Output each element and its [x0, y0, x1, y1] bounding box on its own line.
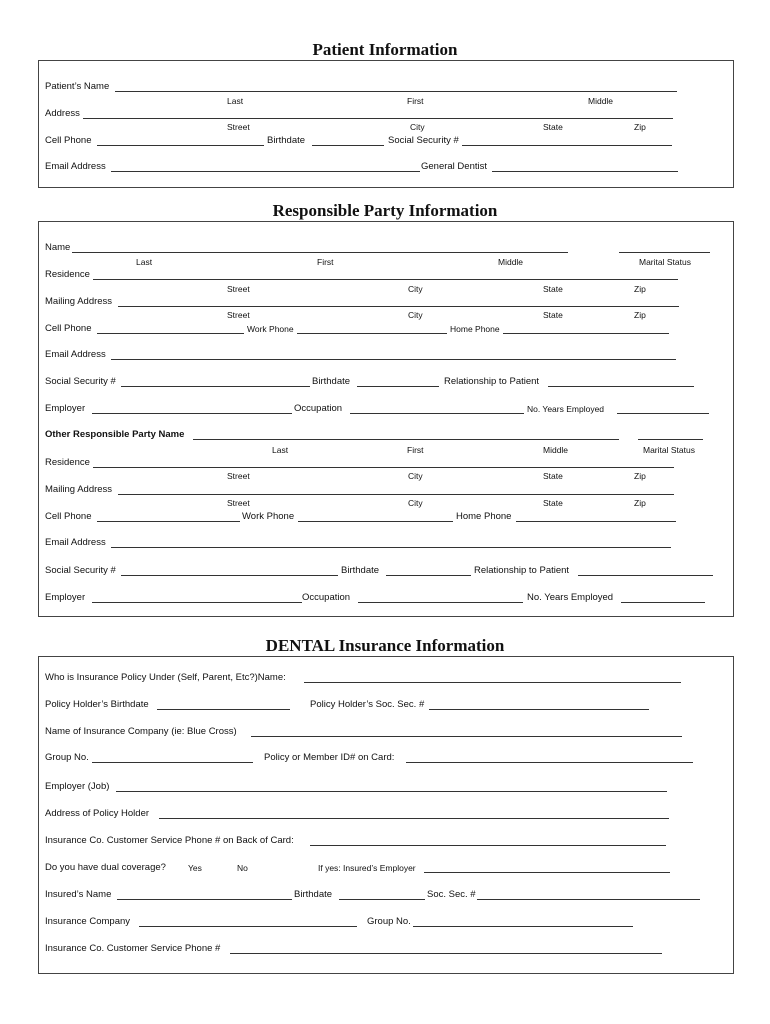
ins-cs-phone-field[interactable]	[230, 953, 662, 954]
resp-employer-field[interactable]	[92, 413, 292, 414]
resp-residence-label: Residence	[45, 269, 90, 280]
insured-birthdate-label: Birthdate	[294, 889, 333, 900]
other-employer-field[interactable]	[92, 602, 302, 603]
holder-address-field[interactable]	[159, 818, 669, 819]
holder-birthdate-field[interactable]	[157, 709, 290, 710]
ins-cs-phone-label: Insurance Co. Customer Service Phone #	[45, 943, 221, 954]
group-label: Group No.	[45, 752, 89, 763]
resp-ssn-field[interactable]	[121, 386, 310, 387]
patient-birthdate-label: Birthdate	[267, 135, 306, 146]
patient-sub-zip: Zip	[634, 122, 646, 132]
resp-name-label: Name	[45, 242, 71, 253]
resp-residence-field[interactable]	[93, 279, 678, 280]
resp-years-label: No. Years Employed	[527, 404, 605, 414]
ins-company-field[interactable]	[139, 926, 357, 927]
patient-name-label: Patient’s Name	[45, 81, 110, 92]
other-occupation-label: Occupation	[302, 592, 351, 603]
employer-job-label: Employer (Job)	[45, 781, 110, 792]
resp-relationship-field[interactable]	[548, 386, 694, 387]
patient-sub-street: Street	[227, 122, 250, 132]
holder-ssn-field[interactable]	[429, 709, 649, 710]
resp-relationship-label: Relationship to Patient	[444, 376, 540, 387]
other-sub-street: Street	[227, 471, 250, 481]
dual-coverage-label: Do you have dual coverage?	[45, 862, 166, 873]
patient-sub-state: State	[543, 122, 563, 132]
patient-ssn-field[interactable]	[462, 145, 672, 146]
resp-home-field[interactable]	[503, 333, 669, 334]
other-years-field[interactable]	[621, 602, 705, 603]
other-ssn-label: Social Security #	[45, 565, 116, 576]
patient-dentist-label: General Dentist	[421, 161, 488, 172]
ins-company-label: Insurance Company	[45, 916, 131, 927]
resp-ssn-label: Social Security #	[45, 376, 116, 387]
patient-email-field[interactable]	[111, 171, 420, 172]
other-home-label: Home Phone	[456, 511, 512, 522]
holder-birthdate-label: Policy Holder’s Birthdate	[45, 699, 149, 710]
resp-mailing-sub-state: State	[543, 310, 563, 320]
patient-sub-middle: Middle	[588, 96, 614, 106]
other-birthdate-label: Birthdate	[341, 565, 380, 576]
insured-name-field[interactable]	[117, 899, 292, 900]
other-sub-zip: Zip	[634, 471, 646, 481]
other-birthdate-field[interactable]	[386, 575, 471, 576]
company-name-field[interactable]	[251, 736, 682, 737]
if-yes-label: If yes: Insured’s Employer	[318, 863, 416, 873]
other-relationship-label: Relationship to Patient	[474, 565, 570, 576]
resp-occupation-field[interactable]	[350, 413, 524, 414]
resp-marital-field[interactable]	[619, 252, 710, 253]
resp-birthdate-label: Birthdate	[312, 376, 351, 387]
other-name-field[interactable]	[193, 439, 619, 440]
company-name-label: Name of Insurance Company (ie: Blue Cross)	[45, 726, 237, 737]
other-sub-first: First	[407, 445, 424, 455]
resp-sub-street: Street	[227, 284, 250, 294]
other-mailing-sub-street: Street	[227, 498, 250, 508]
insured-birthdate-field[interactable]	[339, 899, 425, 900]
insured-ssn-label: Soc. Sec. #	[427, 889, 476, 900]
resp-mailing-sub-zip: Zip	[634, 310, 646, 320]
ins-group-field[interactable]	[413, 926, 633, 927]
other-email-field[interactable]	[111, 547, 671, 548]
patient-sub-last: Last	[227, 96, 244, 106]
other-party-label: Other Responsible Party Name	[45, 429, 185, 440]
other-mailing-label: Mailing Address	[45, 484, 113, 495]
other-work-field[interactable]	[298, 521, 453, 522]
resp-sub-middle: Middle	[498, 257, 524, 267]
resp-employer-label: Employer	[45, 403, 86, 414]
resp-mailing-sub-street: Street	[227, 310, 250, 320]
responsible-box	[38, 221, 734, 617]
resp-email-label: Email Address	[45, 349, 106, 360]
resp-name-field[interactable]	[72, 252, 568, 253]
holder-ssn-label: Policy Holder’s Soc. Sec. #	[310, 699, 425, 710]
resp-mailing-label: Mailing Address	[45, 296, 113, 307]
dental-section-title: DENTAL Insurance Information	[265, 636, 505, 655]
patient-address-label: Address	[45, 108, 80, 119]
other-mailing-sub-state: State	[543, 498, 563, 508]
patient-birthdate-field[interactable]	[312, 145, 384, 146]
resp-occupation-label: Occupation	[294, 403, 343, 414]
patient-address-field[interactable]	[83, 118, 673, 119]
patient-ssn-label: Social Security #	[388, 135, 459, 146]
ins-group-label: Group No.	[367, 916, 411, 927]
member-id-field[interactable]	[406, 762, 693, 763]
patient-cell-label: Cell Phone	[45, 135, 92, 146]
resp-birthdate-field[interactable]	[357, 386, 439, 387]
other-ssn-field[interactable]	[121, 575, 338, 576]
other-mailing-field[interactable]	[118, 494, 674, 495]
responsible-section-title: Responsible Party Information	[272, 201, 498, 220]
dual-yes-option[interactable]: Yes	[188, 863, 202, 873]
resp-work-field[interactable]	[297, 333, 447, 334]
group-field[interactable]	[92, 762, 253, 763]
other-mailing-sub-city: City	[408, 498, 423, 508]
other-residence-field[interactable]	[93, 467, 674, 468]
resp-email-field[interactable]	[111, 359, 676, 360]
cs-phone-label: Insurance Co. Customer Service Phone # on Back of Card:	[45, 835, 294, 846]
dual-no-option[interactable]: No	[237, 863, 248, 873]
resp-mailing-field[interactable]	[118, 306, 679, 307]
other-sub-state: State	[543, 471, 563, 481]
other-sub-last: Last	[272, 445, 289, 455]
insured-name-label: Insured’s Name	[45, 889, 112, 900]
patient-section-title: Patient Information	[312, 40, 458, 59]
cs-phone-field[interactable]	[310, 845, 666, 846]
patient-email-label: Email Address	[45, 161, 106, 172]
other-residence-label: Residence	[45, 457, 90, 468]
other-sub-middle: Middle	[543, 445, 569, 455]
holder-address-label: Address of Policy Holder	[45, 808, 150, 819]
resp-sub-first: First	[317, 257, 334, 267]
resp-years-field[interactable]	[617, 413, 709, 414]
other-sub-marital: Marital Status	[643, 445, 695, 455]
policy-under-field[interactable]	[304, 682, 681, 683]
other-sub-city: City	[408, 471, 423, 481]
patient-cell-field[interactable]	[97, 145, 264, 146]
other-years-label: No. Years Employed	[527, 592, 614, 603]
patient-dentist-field[interactable]	[492, 171, 678, 172]
other-occupation-field[interactable]	[358, 602, 523, 603]
other-cell-label: Cell Phone	[45, 511, 92, 522]
other-mailing-sub-zip: Zip	[634, 498, 646, 508]
patient-sub-city: City	[410, 122, 425, 132]
resp-home-label: Home Phone	[450, 324, 500, 334]
patient-name-field[interactable]	[115, 91, 677, 92]
resp-sub-marital: Marital Status	[639, 257, 691, 267]
insured-employer-field[interactable]	[424, 872, 670, 873]
other-cell-field[interactable]	[97, 521, 240, 522]
resp-work-label: Work Phone	[247, 324, 294, 334]
other-relationship-field[interactable]	[578, 575, 713, 576]
resp-cell-label: Cell Phone	[45, 323, 92, 334]
patient-box	[38, 60, 734, 188]
policy-under-label: Who is Insurance Policy Under (Self, Parent, Etc?)Name:	[45, 672, 286, 683]
resp-sub-zip: Zip	[634, 284, 646, 294]
resp-sub-state: State	[543, 284, 563, 294]
employer-job-field[interactable]	[116, 791, 667, 792]
patient-sub-first: First	[407, 96, 424, 106]
other-home-field[interactable]	[516, 521, 676, 522]
insured-ssn-field[interactable]	[477, 899, 700, 900]
other-work-label: Work Phone	[242, 511, 295, 522]
resp-mailing-sub-city: City	[408, 310, 423, 320]
resp-cell-field[interactable]	[97, 333, 244, 334]
other-employer-label: Employer	[45, 592, 86, 603]
resp-sub-last: Last	[136, 257, 153, 267]
resp-sub-city: City	[408, 284, 423, 294]
member-id-label: Policy or Member ID# on Card:	[264, 752, 395, 763]
other-email-label: Email Address	[45, 537, 106, 548]
other-marital-field[interactable]	[638, 439, 703, 440]
